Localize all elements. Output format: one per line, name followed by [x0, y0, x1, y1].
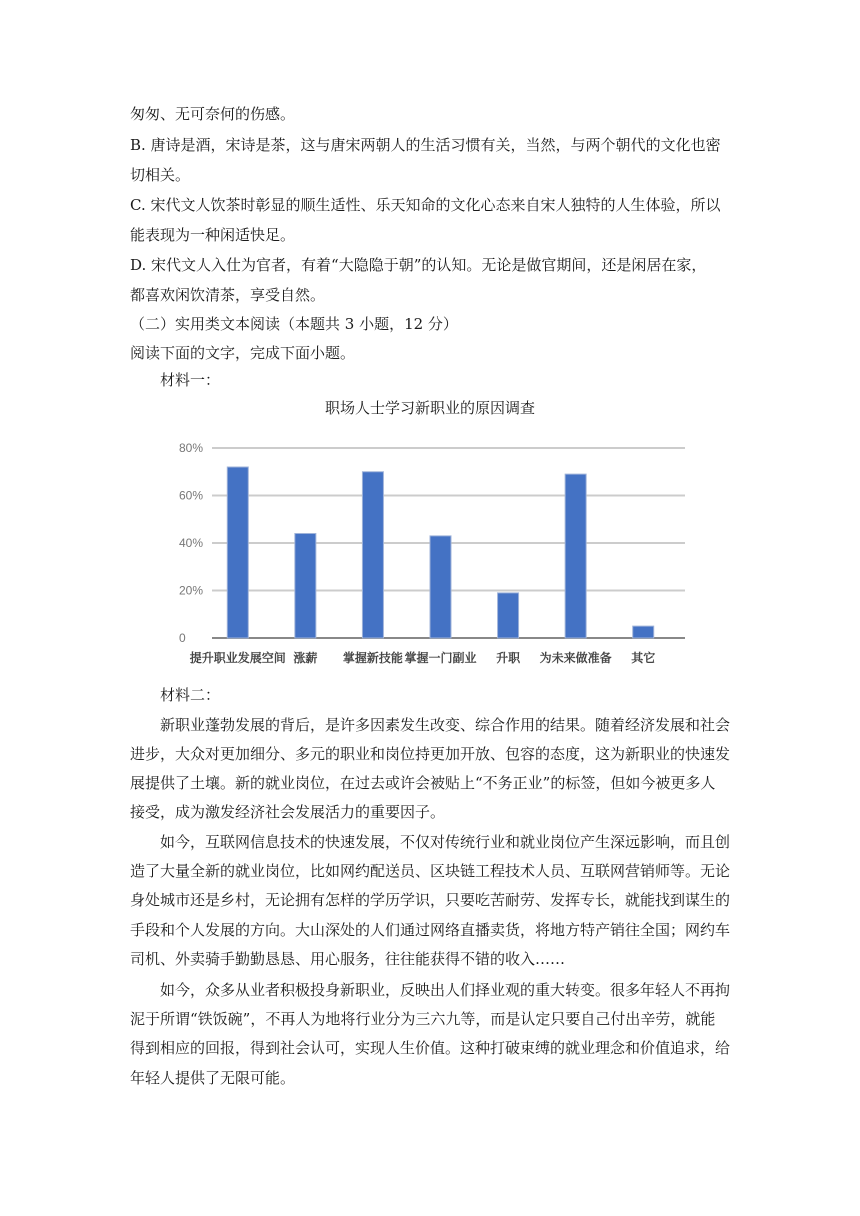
paragraph-line: 年轻人提供了无限可能。 — [130, 1069, 296, 1087]
x-category-label: 为未来做准备 — [539, 651, 612, 665]
section-heading: （二）实用类文本阅读（本题共 3 小题，12 分） — [130, 315, 458, 333]
paragraph-line: 接受，成为激发经济社会发展活力的重要因子。 — [130, 803, 446, 821]
text-line: 都喜欢闲饮清茶，享受自然。 — [130, 286, 326, 304]
paragraph-line: 造了大量全新的就业岗位，比如网约配送员、区块链工程技术人员、互联网营销师等。无论 — [130, 862, 731, 880]
paragraph-line: 泥于所谓“铁饭碗”，不再人为地将行业分为三六九等，而是认定只要自己付出辛劳，就能 — [130, 1010, 716, 1028]
x-category-label: 掌握一门副业 — [404, 651, 477, 665]
material-two-label: 材料二： — [160, 686, 221, 704]
paragraph-line: 司机、外卖骑手勤勤恳恳、用心服务，往往能获得不错的收入…… — [130, 950, 566, 968]
x-category-label: 涨薪 — [293, 651, 318, 665]
y-tick-label: 20% — [179, 583, 204, 598]
y-tick-label: 40% — [179, 536, 204, 550]
bar — [565, 474, 586, 638]
paragraph-line: 手段和个人发展的方向。大山深处的人们通过网络直播卖货，将地方特产销往全国；网约车 — [130, 921, 731, 939]
bar — [498, 593, 519, 638]
x-category-label: 其它 — [631, 651, 656, 665]
option-c-line: C. 宋代文人饮茶时彰显的顺生适性、乐天知命的文化心态来自宋人独特的人生体验，所以 — [130, 196, 721, 214]
paragraph-line: 身处城市还是乡村，无论拥有怎样的学历学识，只要吃苦耐劳、发挥专长，就能找到谋生的 — [130, 891, 731, 909]
paragraph-line: 如今，互联网信息技术的快速发展，不仅对传统行业和就业岗位产生深远影响，而且创 — [160, 833, 731, 851]
text-line: 匆匆、无可奈何的伤感。 — [130, 105, 296, 123]
paragraph-line: 得到相应的回报，得到社会认可，实现人生价值。这种打破束缚的就业理念和价值追求，给 — [130, 1039, 731, 1057]
instruction-line: 阅读下面的文字，完成下面小题。 — [130, 344, 356, 362]
text-line: 切相关。 — [130, 166, 191, 184]
bar — [362, 472, 383, 638]
y-tick-label: 60% — [179, 488, 204, 503]
paragraph-line: 展提供了土壤。新的就业岗位，在过去或许会被贴上“不务正业”的标签，但如今被更多人 — [130, 774, 716, 792]
option-d-line: D. 宋代文人入仕为官者，有着“大隐隐于朝”的认知。无论是做官期间，还是闲居在家， — [130, 256, 707, 274]
bar-chart — [160, 430, 700, 680]
paragraph-line: 进步，大众对更加细分、多元的职业和岗位持更加开放、包容的态度，这为新职业的快速发 — [130, 745, 731, 763]
bar — [295, 534, 316, 639]
paragraph-line: 如今，众多从业者积极投身新职业，反映出人们择业观的重大转变。很多年轻人不再拘 — [160, 981, 731, 999]
x-category-label: 升职 — [496, 651, 521, 665]
text-line: 能表现为一种闲适快足。 — [130, 226, 296, 244]
y-tick-label: 80% — [179, 441, 204, 455]
bar — [633, 626, 654, 638]
option-b-line: B. 唐诗是酒，宋诗是茶，这与唐宋两朝人的生活习惯有关，当然，与两个朝代的文化也密 — [130, 136, 721, 154]
x-category-label: 提升职业发展空间 — [189, 651, 286, 665]
paragraph-line: 新职业蓬勃发展的背后，是许多因素发生改变、综合作用的结果。随着经济发展和社会 — [160, 716, 731, 734]
bar — [227, 467, 248, 638]
y-tick-label: 0 — [179, 631, 186, 645]
material-one-label: 材料一： — [160, 371, 221, 389]
bar — [430, 536, 451, 638]
x-category-label: 掌握新技能 — [342, 651, 403, 665]
chart-title: 职场人士学习新职业的原因调查 — [324, 399, 535, 417]
